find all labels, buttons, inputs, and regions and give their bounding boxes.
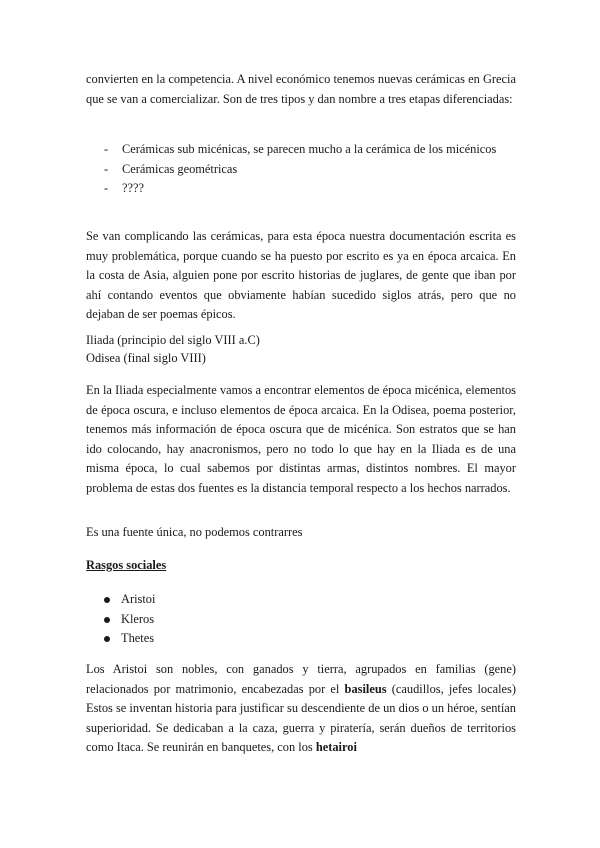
list-item xyxy=(104,590,155,610)
bullet-icon xyxy=(104,617,110,623)
dash-marker: - xyxy=(104,161,109,176)
list-item xyxy=(104,140,516,160)
section-heading: Rasgos sociales xyxy=(86,558,167,572)
list-item-text: ???? xyxy=(122,181,144,195)
odisea-line: Odisea (final siglo VIII) xyxy=(86,351,206,365)
list-item xyxy=(104,160,516,180)
paragraph-unique-source: Es una fuente única, no podemos contrarres xyxy=(86,525,303,539)
ceramics-list xyxy=(104,140,516,199)
bullet-icon xyxy=(104,636,110,642)
dash-marker: - xyxy=(104,181,109,195)
social-list xyxy=(104,590,155,649)
paragraph-text: Los Aristoi son nobles, con ganados y tierra, agrupados en familias (gene) relacionados por matrimonio, encabezadas por el xyxy=(86,662,516,696)
list-item-text: Cerámicas sub micénicas, se parecen mucho a la cerámica de los micénicos xyxy=(122,142,497,156)
list-item-text: Aristoi xyxy=(121,592,156,606)
paragraph-aristoi xyxy=(86,660,516,758)
list-item xyxy=(104,610,155,630)
paragraph-documentation: Se van complicando las cerámicas, para esta época nuestra documentación escrita es muy problemática, porque cuando se ha puesto por escrito es ya en época arcaica. En la costa de Asia, alguien pone por escrito historias de juglares, de gente que iban por ahí contando eventos que obviamente habían sucedido siglos atrás, pero que no dejaban de ser poemas épicos. xyxy=(86,229,516,321)
iliada-line: Iliada (principio del siglo VIII a.C) xyxy=(86,333,260,347)
bullet-icon xyxy=(104,597,110,603)
dash-marker: - xyxy=(104,142,109,156)
paragraph-text: (caudillos, jefes locales) Estos se inventan historia para justificar su descendiente de un dios o un héroe, sentían superioridad. Se dedicaban a la caza, guerra y piratería, serán dueños de territorios como Itaca. Se reunirán en banquetes, con los xyxy=(86,681,517,754)
paragraph-iliada-odisea: En la Iliada especialmente vamos a encontrar elementos de época micénica, elementos de época oscura, e incluso elementos de época arcaica. En la Odisea, poema posterior, tenemos más información de época oscura que de micénica. Son estratos que se han ido colocando, hay anacronismos, pero no todo lo que hay en la Iliada es de una misma época, lo cual sabemos por distintas armas, distintos nombres. El mayor problema de estas dos fuentes es la distancia temporal respecto a los hechos narrados. xyxy=(86,383,516,495)
list-item-text: Thetes xyxy=(121,631,155,645)
list-item-text: Kleros xyxy=(121,611,155,626)
term-basileus: basileus xyxy=(344,681,387,696)
term-hetairoi: hetairoi xyxy=(315,740,357,754)
list-item xyxy=(104,629,155,649)
list-item-text: Cerámicas geométricas xyxy=(122,161,238,176)
paragraph-ceramics-intro: convierten en la competencia. A nivel económico tenemos nuevas cerámicas en Grecia que se van a comercializar. Son de tres tipos y dan nombre a tres etapas diferenciadas: xyxy=(86,72,516,106)
list-item xyxy=(104,179,516,199)
